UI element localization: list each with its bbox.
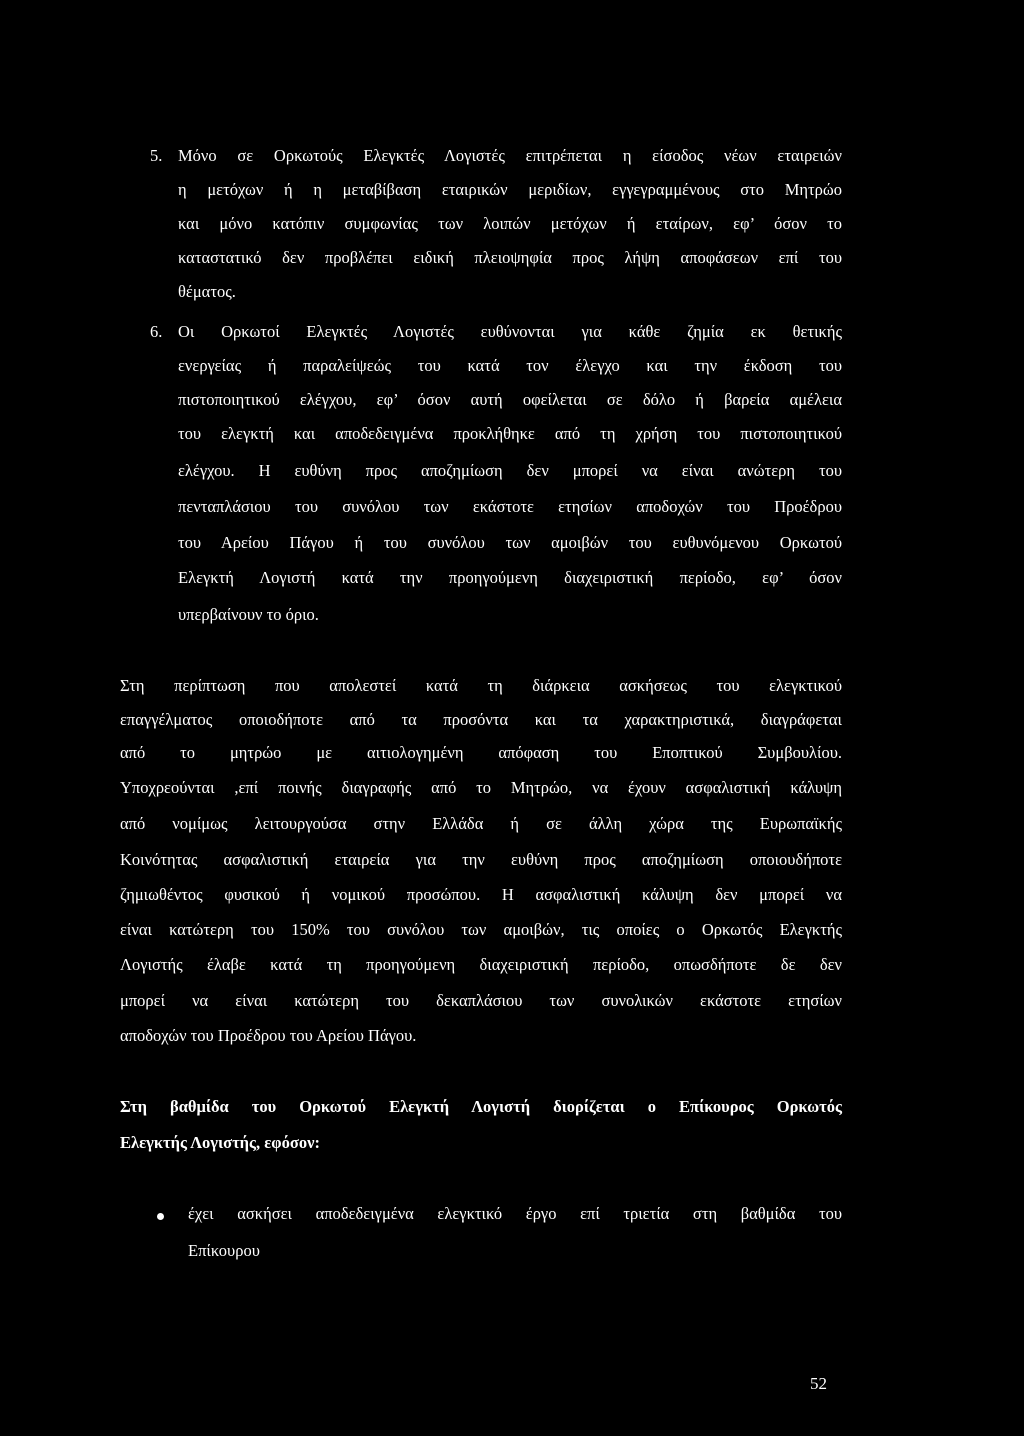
item-6-line-8: Ελεγκτή Λογιστή κατά την προηγούμενη διαχειριστική περίοδο, εφ’ όσον (178, 568, 842, 587)
item-5-line-1: Μόνο σε Ορκωτούς Ελεγκτές Λογιστές επιτρέπεται η είσοδος νέων εταιρειών (178, 146, 842, 165)
paragraph-line-8: είναι κατώτερη του 150% του συνόλου των αμοιβών, τις οποίες ο Ορκωτός Ελεγκτής (120, 920, 842, 939)
item-6-line-3: πιστοποιητικού ελέγχου, εφ’ όσον αυτή οφείλεται σε δόλο ή βαρεία αμέλεια (178, 390, 842, 409)
heading-line-2: Ελεγκτής Λογιστής, εφόσον: (120, 1133, 320, 1152)
paragraph-line-6: Κοινότητας ασφαλιστική εταιρεία για την ευθύνη προς αποζημίωση οποιουδήποτε (120, 850, 842, 869)
item-5-line-5: θέματος. (178, 282, 236, 301)
paragraph-line-7: ζημιωθέντος φυσικού ή νομικού προσώπου. Η ασφαλιστική κάλυψη δεν μπορεί να (120, 885, 842, 904)
item-5-line-2: η μετόχων ή η μεταβίβαση εταιρικών μεριδίων, εγγεγραμμένους στο Μητρώο (178, 180, 842, 199)
paragraph-line-9: Λογιστής έλαβε κατά τη προηγούμενη διαχειριστική περίοδο, οπωσδήποτε δε δεν (120, 955, 842, 974)
item-5-line-3: και μόνο κατόπιν συμφωνίας των λοιπών μετόχων ή εταίρων, εφ’ όσον το (178, 214, 842, 233)
item-6-line-4: του ελεγκτή και αποδεδειγμένα προκλήθηκε από τη χρήση του πιστοποιητικού (178, 424, 842, 443)
paragraph-line-3: από το μητρώο με αιτιολογημένη απόφαση του Εποπτικού Συμβουλίου. (120, 743, 842, 762)
bullet-item-line-1: έχει ασκήσει αποδεδειγμένα ελεγκτικό έργο επί τριετία στη βαθμίδα του (188, 1204, 842, 1223)
bullet-item-line-2: Επίκουρου (188, 1241, 260, 1260)
item-6-line-1: Οι Ορκωτοί Ελεγκτές Λογιστές ευθύνονται για κάθε ζημία εκ θετικής (178, 322, 842, 341)
item-5-number: 5. (150, 146, 163, 165)
item-6-line-7: του Αρείου Πάγου ή του συνόλου των αμοιβών του ευθυνόμενου Ορκωτού (178, 533, 842, 552)
heading-line-1: Στη βαθμίδα του Ορκωτού Ελεγκτή Λογιστή διορίζεται ο Επίκουρος Ορκωτός (120, 1097, 842, 1116)
paragraph-line-11: αποδοχών του Προέδρου του Αρείου Πάγου. (120, 1026, 417, 1045)
paragraph-line-5: από νομίμως λειτουργούσα στην Ελλάδα ή σε άλλη χώρα της Ευρωπαϊκής (120, 814, 842, 833)
bullet-marker (157, 1213, 164, 1220)
item-6-line-9: υπερβαίνουν το όριο. (178, 605, 319, 624)
item-6-line-2: ενεργείας ή παραλείψεώς του κατά τον έλεγχο και την έκδοση του (178, 356, 842, 375)
paragraph-line-10: μπορεί να είναι κατώτερη του δεκαπλάσιου των συνολικών εκάστοτε ετησίων (120, 991, 842, 1010)
item-6-number: 6. (150, 322, 163, 341)
item-6-line-6: πενταπλάσιου του συνόλου των εκάστοτε ετησίων αποδοχών του Προέδρου (178, 497, 842, 516)
item-5-line-4: καταστατικό δεν προβλέπει ειδική πλειοψηφία προς λήψη αποφάσεων επί του (178, 248, 842, 267)
paragraph-line-2: επαγγέλματος οποιοδήποτε από τα προσόντα και τα χαρακτηριστικά, διαγράφεται (120, 710, 842, 729)
item-6-line-5: ελέγχου. Η ευθύνη προς αποζημίωση δεν μπορεί να είναι ανώτερη του (178, 461, 842, 480)
paragraph-line-1: Στη περίπτωση που απολεστεί κατά τη διάρκεια ασκήσεως του ελεγκτικού (120, 676, 842, 695)
paragraph-line-4: Υποχρεούνται ,επί ποινής διαγραφής από το Μητρώο, να έχουν ασφαλιστική κάλυψη (120, 778, 842, 797)
page-number: 52 (810, 1374, 827, 1393)
